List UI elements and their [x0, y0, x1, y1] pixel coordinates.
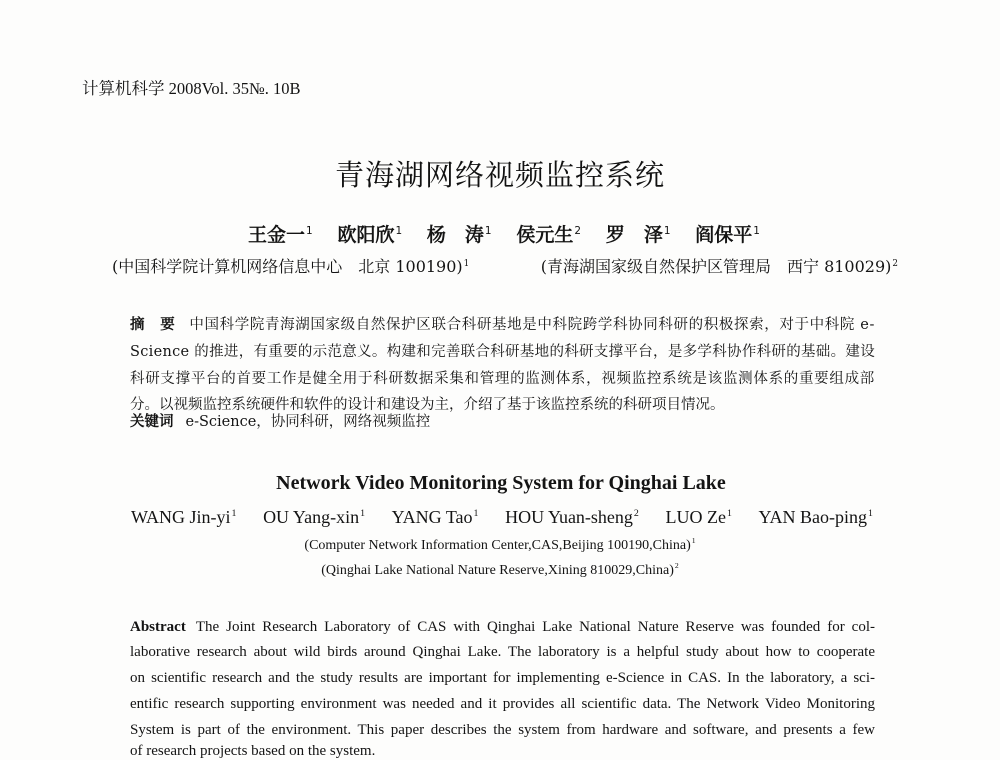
abstract-cn-line: [130, 315, 875, 335]
abstract-cn-line: [130, 342, 875, 362]
abstract-cn-text: 中国科学院青海湖国家级自然保护区联合科研基地是中科院跨学科协同科研的积极探索，对于中科院 e-: [189, 317, 875, 333]
affiliation-text: (Computer Network Information Center,CAS,Beijing 100190,China): [304, 538, 691, 553]
affiliation-mark: 1: [691, 536, 696, 546]
author-cn: [337, 222, 402, 248]
author-cn: [248, 222, 313, 248]
author-affiliation-mark: 1: [868, 508, 873, 519]
author-cn: [695, 222, 760, 248]
author-cn: [606, 222, 671, 248]
author-affiliation-mark: 1: [484, 224, 492, 237]
abstract-en-line: [130, 619, 875, 635]
author-affiliation-mark: 1: [473, 508, 479, 519]
affiliations-cn: [112, 256, 898, 278]
abstract-en-line: [130, 722, 875, 738]
author-affiliation-mark: 1: [360, 508, 366, 519]
affiliation-text: (青海湖国家级自然保护区管理局 西宁 810029): [540, 257, 892, 276]
abstract-en-label: Abstract: [130, 619, 186, 635]
author-en: [665, 505, 731, 529]
author-name: OU Yang-xin: [263, 507, 360, 527]
paper-title-en: Network Video Monitoring System for Qinghai Lake: [276, 472, 726, 494]
affiliation-text: (Qinghai Lake National Nature Reserve,Xining 810029,China): [321, 563, 674, 578]
affiliation-text: (中国科学院计算机网络信息中心 北京 100190): [112, 257, 463, 276]
author-name: 罗 泽: [605, 224, 663, 246]
author-name: 杨 涛: [426, 224, 484, 246]
abstract-cn-text: 科研支撑平台的首要工作是健全用于科研数据采集和管理的监测体系，视频监控系统是该监测体系的重要组成部: [130, 371, 875, 387]
author-affiliation-mark: 1: [726, 508, 732, 519]
author-en: [505, 505, 639, 529]
abstract-en-line: [130, 644, 875, 660]
author-en: [263, 505, 365, 529]
abstract-cn-text: 分。以视频监控系统硬件和软件的设计和建设为主，介绍了基于该监控系统的科研项目情况。: [130, 397, 725, 413]
author-affiliation-mark: 1: [663, 224, 671, 237]
abstract-en-line: [130, 743, 875, 759]
author-affiliation-mark: 1: [231, 508, 237, 519]
author-name: YAN Bao-ping: [758, 507, 868, 527]
author-name: YANG Tao: [391, 507, 473, 527]
abstract-en-line: [130, 670, 875, 686]
abstract-en-line: [130, 696, 875, 712]
journal-header: 计算机科学 2008Vol. 35№. 10B: [82, 79, 301, 98]
author-affiliation-mark: 1: [753, 224, 760, 237]
author-affiliation-mark: 1: [306, 224, 313, 237]
author-name: 王金一: [248, 224, 306, 246]
affiliation-mark: 1: [463, 258, 470, 269]
abstract-en-text: System is part of the environment. This paper describes the system from hardware and software, and presents a few: [130, 722, 875, 738]
affiliation-cn: [112, 256, 469, 278]
authors-en: [131, 505, 873, 529]
author-affiliation-mark: 2: [574, 224, 582, 237]
affiliation-cn: [541, 256, 898, 278]
abstract-cn-label: 摘 要: [130, 317, 176, 333]
author-name: HOU Yuan-sheng: [505, 507, 633, 527]
abstract-en-text: laborative research about wild birds around Qinghai Lake. The laboratory is a helpful study about how to cooperate: [130, 644, 875, 660]
abstract-en-text: of research projects based on the system.: [130, 743, 376, 759]
author-name: 阎保平: [695, 224, 753, 246]
author-affiliation-mark: 2: [633, 508, 639, 519]
abstract-cn-line: [130, 369, 875, 389]
author-cn: [427, 222, 492, 248]
author-name: 侯元生: [516, 224, 574, 246]
keywords-cn: [130, 412, 430, 432]
keywords-cn-text: e-Science，协同科研，网络视频监控: [185, 414, 431, 430]
author-en: [392, 505, 479, 529]
affiliation-mark: 2: [892, 258, 898, 269]
abstract-en-text: on scientific research and the study results are important for implementing e-Science in CAS. In the laboratory, a sci-: [130, 670, 875, 686]
abstract-cn-text: Science 的推进，有重要的示范意义。构建和完善联合科研基地的科研支撑平台，是多学科协作科研的基础。建设: [130, 344, 875, 360]
abstract-en-text: entific research supporting environment was needed and it provides all scientific data. The Network Video Monitoring: [130, 696, 875, 712]
keywords-cn-label: 关键词: [130, 414, 174, 430]
paper-title-cn: 青海湖网络视频监控系统: [334, 158, 665, 192]
author-affiliation-mark: 1: [395, 224, 403, 237]
authors-cn: [248, 222, 760, 248]
author-name: LUO Ze: [665, 507, 726, 527]
affiliation-mark: 2: [674, 561, 679, 571]
author-en: [759, 505, 873, 529]
abstract-en-text: The Joint Research Laboratory of CAS with Qinghai Lake National Nature Reserve was founded for col-: [195, 619, 875, 635]
affiliation-en: [0, 561, 1000, 581]
author-en: [131, 505, 236, 529]
author-name: WANG Jin-yi: [131, 507, 231, 527]
author-name: 欧阳欣: [337, 224, 395, 246]
author-cn: [516, 222, 581, 248]
affiliation-en: [0, 536, 1000, 556]
